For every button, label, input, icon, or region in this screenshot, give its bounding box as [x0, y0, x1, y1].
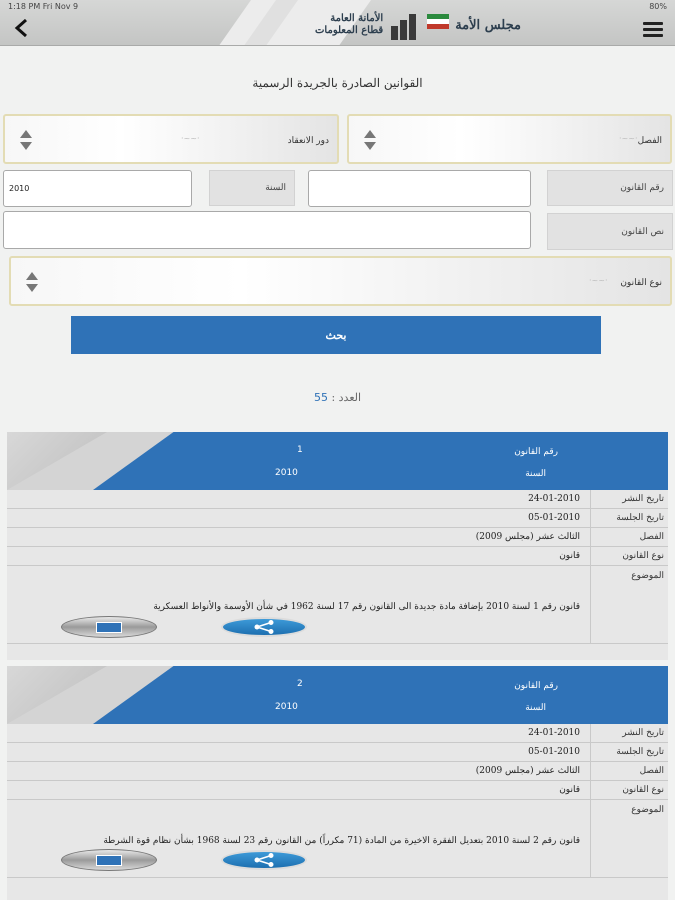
result-card [7, 432, 668, 660]
subject-row: الموضوع قانون رقم 1 لسنة 2010 بإضافة مادة جديدة الى القانون رقم 17 لسنة 1962 في شأن الأوسمة والأنواط العسكرية [7, 566, 668, 644]
law-text-label: نص القانون [547, 213, 673, 250]
page-title: القوانين الصادرة بالجريدة الرسمية [252, 76, 423, 90]
share-button[interactable] [221, 850, 307, 870]
count-label: العدد : [331, 391, 362, 404]
share-icon [253, 620, 275, 634]
law-text-input[interactable] [3, 211, 531, 249]
year-label: السنة [209, 170, 295, 206]
document-icon [96, 855, 122, 866]
law-number-label: رقم القانون [547, 170, 673, 206]
menu-icon [643, 22, 663, 25]
select-arrows-icon [25, 271, 39, 293]
search-button[interactable]: بحث [71, 316, 601, 354]
table-row: تاريخ النشر 24-01-2010 [7, 490, 668, 509]
select-arrows-icon [363, 129, 377, 151]
law-year-value: 2010 [275, 468, 298, 478]
law-year-value: 2010 [275, 702, 298, 712]
table-row: نوع القانون قانون [7, 781, 668, 800]
law-year-heading: السنة [525, 703, 546, 713]
table-row: نوع القانون قانون [7, 547, 668, 566]
law-number-input[interactable] [308, 170, 531, 207]
logo-name: مجلس الأمة [455, 17, 521, 33]
select-arrows-icon [19, 129, 33, 151]
law-number-heading: رقم القانون [514, 447, 558, 457]
pdf-button[interactable] [61, 849, 157, 871]
pdf-button[interactable] [61, 616, 157, 638]
year-input[interactable] [3, 170, 192, 207]
table-row: الفصل الثالث عشر (مجلس 2009) [7, 528, 668, 547]
status-battery: 80% [649, 1, 667, 11]
result-card-header [7, 666, 668, 724]
fasl-label: الفصل [637, 136, 662, 146]
logo-text: الأمانة العامة قطاع المعلومات [315, 13, 384, 36]
table-row: تاريخ الجلسة 05-01-2010 [7, 509, 668, 528]
fasl-select[interactable] [347, 114, 672, 164]
ornament-icon: ·~~· [619, 134, 638, 143]
law-type-label: نوع القانون [620, 278, 662, 288]
ornament-icon: ·~~· [181, 134, 200, 143]
subject-text: قانون رقم 1 لسنة 2010 بإضافة مادة جديدة الى القانون رقم 17 لسنة 1962 في شأن الأوسمة والأنواط العسكرية [153, 602, 580, 612]
app-header [0, 0, 675, 46]
law-year-heading: السنة [525, 469, 546, 479]
share-button[interactable] [221, 617, 307, 637]
status-time: 1:18 PM Fri Nov 9 [8, 1, 79, 11]
count-value: 55 [313, 391, 328, 404]
ornament-icon: ·~~· [589, 276, 608, 285]
subject-text: قانون رقم 2 لسنة 2010 بتعديل الفقرة الاخيرة من المادة (71 مكرراً) من القانون رقم 23 لسنة 1968 بشأن نظام قوة الشرطة [103, 836, 580, 846]
results-count [0, 391, 675, 404]
result-card [7, 666, 668, 900]
year-value: 2010 [9, 184, 30, 193]
back-button[interactable] [10, 16, 34, 40]
document-icon [96, 622, 122, 633]
table-row: تاريخ الجلسة 05-01-2010 [7, 743, 668, 762]
chevron-left-icon [14, 19, 30, 37]
law-number-value: 1 [297, 445, 303, 455]
table-row: الفصل الثالث عشر (مجلس 2009) [7, 762, 668, 781]
share-icon [253, 853, 275, 867]
law-type-select[interactable] [9, 256, 672, 306]
law-number-value: 2 [297, 679, 303, 689]
law-number-heading: رقم القانون [514, 681, 558, 691]
subject-row: الموضوع قانون رقم 2 لسنة 2010 بتعديل الفقرة الاخيرة من المادة (71 مكرراً) من القانون رقم 23 لسنة 1968 بشأن نظام قوة الشرطة [7, 800, 668, 878]
result-card-header [7, 432, 668, 490]
logo-mark-icon [389, 10, 449, 40]
menu-button[interactable] [643, 22, 663, 38]
dawr-select[interactable] [3, 114, 339, 164]
dawr-label: دور الانعقاد [287, 136, 329, 146]
table-row: تاريخ النشر 24-01-2010 [7, 724, 668, 743]
parliament-logo [315, 8, 545, 42]
